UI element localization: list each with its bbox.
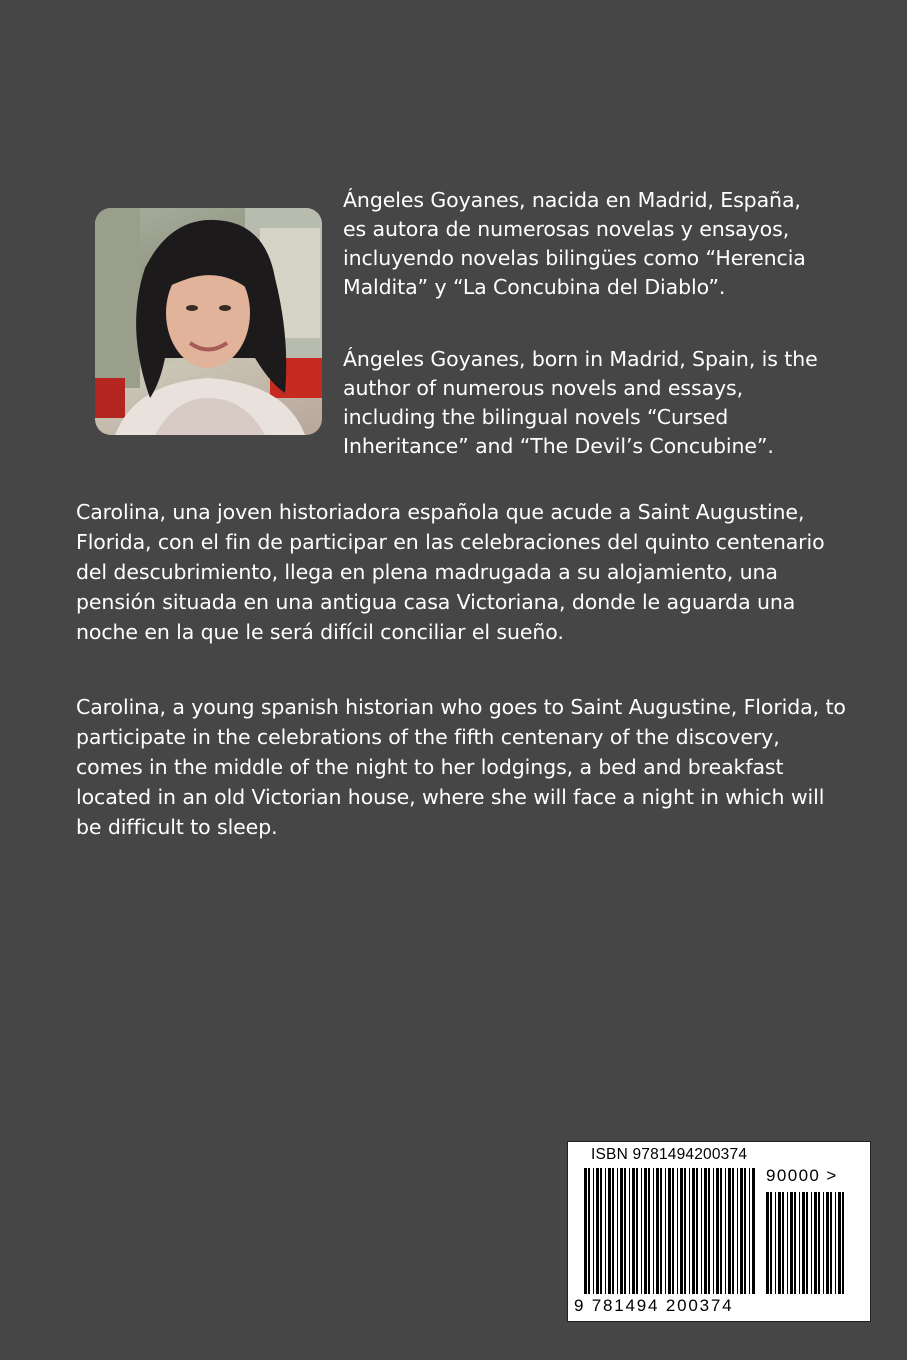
isbn-digits: 9 781494 200374 xyxy=(574,1296,734,1315)
author-photo xyxy=(95,208,322,435)
author-bio-english: Ángeles Goyanes, born in Madrid, Spain, is the author of numerous novels and essays, including the bilingual novels “Cursed Inheritance” and “The Devil’s Concubine”. xyxy=(343,347,818,458)
synopsis-english: Carolina, a young spanish historian who goes to Saint Augustine, Florida, to participate in the celebrations of the fifth centenary of the discovery, comes in the middle of the night to her lodgings, a bed and breakfast located in an old Victorian house, where she will face a night in which will be difficult to sleep. xyxy=(76,695,846,839)
isbn-label: ISBN 9781494200374 xyxy=(591,1146,748,1163)
author-bio-spanish: Ángeles Goyanes, nacida en Madrid, España, es autora de numerosas novelas y ensayos, incluyendo novelas bilingües como “Herencia Maldita” y “La Concubina del Diablo”. xyxy=(343,188,806,299)
isbn-barcode xyxy=(567,1141,871,1322)
synopsis-spanish: Carolina, una joven historiadora española que acude a Saint Augustine, Florida, con el fin de participar en las celebraciones del quinto centenario del descubrimiento, llega en plena madrugada a su alojamiento, una pensión situada en una antigua casa Victoriana, donde le aguarda una noche en la que le será difícil conciliar el sueño. xyxy=(76,500,825,644)
price-code: 90000 > xyxy=(766,1166,838,1185)
